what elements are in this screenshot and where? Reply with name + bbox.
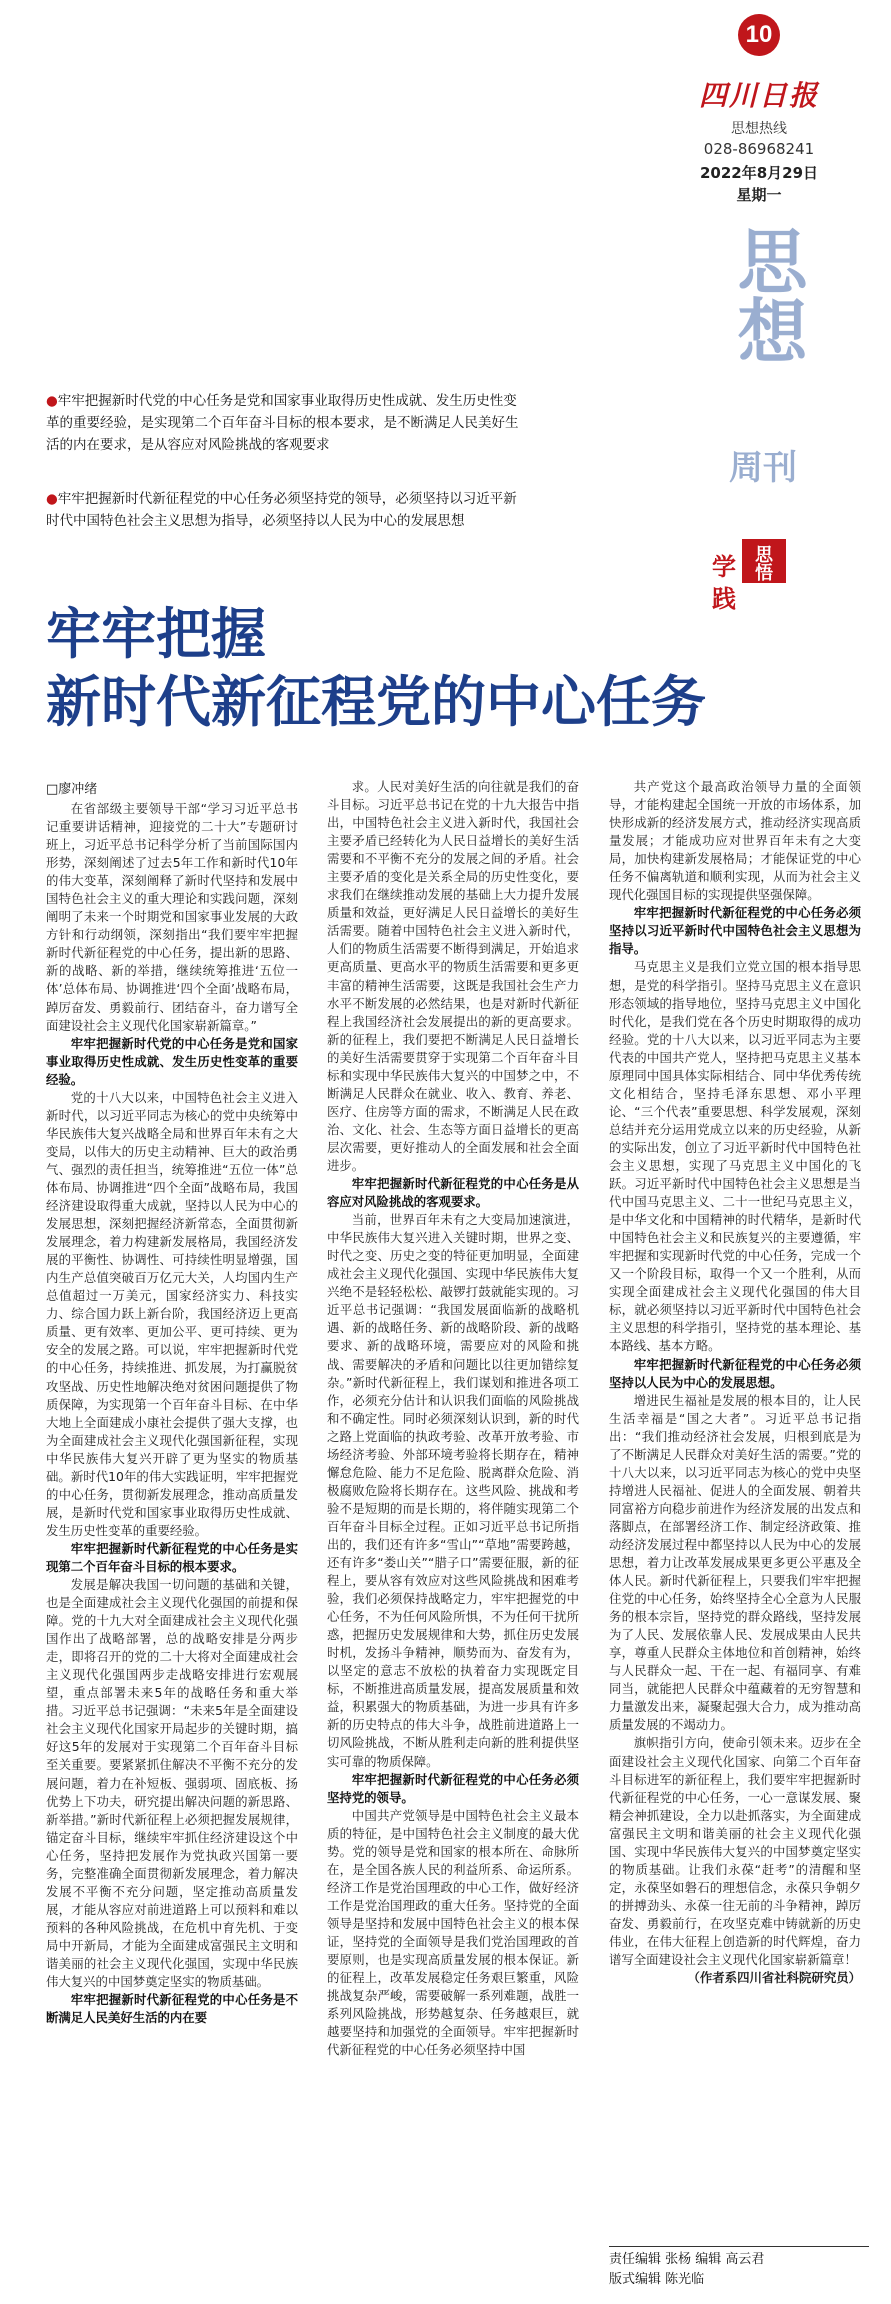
hotline-number: 028-86968241	[703, 140, 815, 158]
section-lead-paragraph: 牢牢把握新时代党的中心任务是党和国家事业取得历史性成就、发生历史性变革的重要经验。	[46, 1035, 298, 1087]
highlight-2	[46, 488, 526, 532]
newspaper-logo: 四川日报	[698, 79, 819, 112]
article-headline	[46, 600, 806, 736]
body-paragraph: 增进民生福祉是发展的根本目的，让人民生活幸福是“国之大者”。习近平总书记指出：“我们推动经济社会发展，归根到底是为了不断满足人民群众对美好生活的需要。”党的十八大以来，以习近平同志为核心的党中央坚持增进人民福祉、促进人的全面发展、朝着共同富裕方向稳步前进作为经济发展的出发点和落脚点，在部署经济工作、制定经济政策、推动经济发展过程中都坚持以人民为中心的发展思想，着力让改革发展成果更多更公平惠及全体人民。新时代新征程上，只要我们牢牢把握住党的中心任务，始终坚持全心全意为人民服务的根本宗旨，坚持党的群众路线，坚持发展为了人民、发展依靠人民、发展成果由人民共享，尊重人民群众主体地位和首创精神，始终与人民群众一起、干在一起、有福同享、有难同当，就能把人民群众中蕴藏着的无穷智慧和力量激发出来，凝聚起强大合力，成为推动高质量发展的不竭动力。	[609, 1392, 861, 1733]
body-paragraph: 发展是解决我国一切问题的基础和关键，也是全面建成社会主义现代化强国的前提和保障。党的十九大对全面建成社会主义现代化强国作出了战略部署，总的战略安排是分两步走，即将召开的党的二十大将对全面建成社会主义现代化强国两步走战略安排进行宏观展望，重点部署未来5年的战略任务和重大举措。习近平总书记强调：“未来5年是全面建设社会主义现代化国家开局起步的关键时期，搞好这5年的发展对于实现第二个百年奋斗目标至关重要。要紧紧抓住解决不平衡不充分的发展问题，着力在补短板、强弱项、固底板、扬优势上下功夫，研究提出解决问题的新思路、新举措。”新时代新征程上必须把握发展规律，锚定奋斗目标，继续牢牢抓住经济建设这个中心任务，坚持把发展作为党执政兴国第一要务，完整准确全面贯彻新发展理念，着力解决发展不平衡不充分问题，坚定推动高质量发展，才能从容应对前进道路上可以预料和难以预料的各种风险挑战，在危机中育先机、于变局中开新局，才能为全面建成富强民主文明和谐美丽的社会主义现代化强国，实现中华民族伟大复兴的中国梦奠定坚实的物质基础。	[46, 1577, 298, 1990]
section-lead-paragraph: 牢牢把握新时代新征程党的中心任务是不断满足人民美好生活的内在要	[46, 1992, 298, 2026]
stamp-char-1: 思	[755, 545, 773, 566]
section-lead-paragraph: 牢牢把握新时代新征程党的中心任务必须坚持以人民为中心的发展思想。	[609, 1356, 861, 1390]
page-number: 10	[738, 14, 780, 56]
body-paragraph: 马克思主义是我们立党立国的根本指导思想，是党的科学指引。坚持马克思主义在意识形态领域的指导地位，坚持马克思主义中国化时代化，是我们党在各个历史时期取得的成功经验。党的十八大以来，以习近平同志为主要代表的中国共产党人，坚持把马克思主义基本原理同中国具体实际相结合、同中华优秀传统文化相结合，坚持毛泽东思想、邓小平理论、“三个代表”重要思想、科学发展观，深刻总结并充分运用党成立以来的历史经验，从新的实际出发，创立了习近平新时代中国特色社会主义思想，实现了马克思主义中国化的飞跃。习近平新时代中国特色社会主义思想是当代中国马克思主义、二十一世纪马克思主义，是中华文化和中国精神的时代精华，是新时代中国特色社会主义和民族复兴的主要遵循，牢牢把握和实现新时代党的中心任务，完成一个又一个阶段目标，取得一个又一个胜利，从而实现全面建成社会主义现代化强国的伟大目标，就必须坚持以习近平新时代中国特色社会主义思想的科学指引，坚持党的基本理论、基本路线、基本方略。	[609, 959, 861, 1354]
body-paragraph: 党的十八大以来，中国特色社会主义进入新时代，以习近平同志为核心的党中央统筹中华民族伟大复兴战略全局和世界百年未有之大变局，以伟大的历史主动精神、巨大的政治勇气、强烈的责任担当，统筹推进“五位一体”总体布局、协调推进“四个全面”战略布局，我国经济建设取得重大成就，坚持以人民为中心的发展思想，深刻把握经济新常态，全面贯彻新发展理念，着力构建新发展格局，我国经济发展的平衡性、协调性、可持续性明显增强，国内生产总值突破百万亿元大关，人均国内生产总值超过一万美元，国家经济实力、科技实力、综合国力跃上新台阶，我国经济迈上更高质量、更有效率、更加公平、更可持续、更为安全的发展之路。可以说，牢牢把握新时代党的中心任务，持续推进、抓发展，为打赢脱贫攻坚战、历史性地解决绝对贫困问题提供了物质保障，为实现第一个百年奋斗目标、在中华大地上全面建成小康社会提供了强大支撑，也为全面建成社会主义现代化强国新征程，实现中华民族伟大复兴开辟了更为坚实的物质基础。新时代10年的伟大实践证明，牢牢把握党的中心任务，贯彻新发展理念，推动高质量发展，是新时代党和国家事业取得历史性成就、发生历史性变革的重要经验。	[46, 1089, 298, 1538]
section-lead-paragraph: 牢牢把握新时代新征程党的中心任务是实现第二个百年奋斗目标的根本要求。	[46, 1540, 298, 1574]
headline-line-1: 牢牢把握	[46, 602, 267, 666]
headline-line-2: 新时代新征程党的中心任务	[46, 670, 707, 734]
author-affiliation: （作者系四川省社科院研究员）	[687, 1970, 861, 1986]
body-paragraph: 在省部级主要领导干部“学习习近平总书记重要讲话精神，迎接党的二十大”专题研讨班上，习近平总书记科学分析了当前国际国内形势，深刻阐述了过去5年工作和新时代10年的伟大变革，深刻阐释了新时代坚持和发展中国特色社会主义的重大理论和实践问题，深刻阐明了未来一个时期党和国家事业发展的大政方针和行动纲领，深刻指出“我们要牢牢把握新时代新征程党的中心任务，提出新的思路、新的战略、新的举措，继续统筹推进‘五位一体’总体布局、协调推进‘四个全面’战略布局，踔厉奋发、勇毅前行、团结奋斗，奋力谱写全面建设社会主义现代化国家崭新篇章。”	[46, 801, 298, 1033]
bullet-icon: ●	[46, 491, 58, 507]
article-column-3	[609, 778, 861, 1987]
stamp-char-4: 践	[712, 584, 736, 613]
highlight-text: 牢牢把握新时代新征程党的中心任务必须坚持党的领导，必须坚持以习近平新时代中国特色社会主义思想为指导，必须坚持以人民为中心的发展思想	[46, 491, 517, 529]
issue-date: 2022年8月29日	[699, 164, 819, 182]
article-column-2	[327, 778, 579, 2059]
section-subtitle: 周刊	[729, 448, 797, 488]
hotline-label: 思想热线	[731, 121, 787, 137]
body-paragraph: 旗帜指引方向，使命引领未来。迈步在全面建设社会主义现代化国家、向第二个百年奋斗目标进军的新征程上，我们要牢牢把握新时代新征程党的中心任务，一心一意谋发展、聚精会神抓建设，全力以赴抓落实，为全面建成富强民主文明和谐美丽的社会主义现代化强国、实现中华民族伟大复兴的中国梦奠定坚实的物质基础。让我们永葆“赶考”的清醒和坚定，永葆坚如磐石的理想信念，永葆只争朝夕的拼搏劲头、永葆一往无前的斗争精神，踔厉奋发、勇毅前行，在攻坚克难中铸就新的历史伟业，在伟大征程上创造新的时代辉煌，奋力谱写全面建设社会主义现代化国家崭新篇章！	[609, 1735, 861, 1968]
body-paragraph: 求。人民对美好生活的向往就是我们的奋斗目标。习近平总书记在党的十九大报告中指出，中国特色社会主义进入新时代，我国社会主要矛盾已经转化为人民日益增长的美好生活需要和不平衡不充分的发展之间的矛盾。社会主要矛盾的变化是关系全局的历史性变化，要求我们在继续推动发展的基础上大力提升发展质量和效益，更好满足人民日益增长的美好生活需要。随着中国特色社会主义进入新时代，人们的物质生活需要不断得到满足，开始追求更高质量、更高水平的物质生活需要和更多更丰富的精神生活需要，这既是我国社会生产力水平不断发展的必然结果，也是对新时代新征程上我国经济社会发展提出的新的更高要求。新的征程上，我们要把不断满足人民日益增长的美好生活需要贯穿于实现第二个百年奋斗目标和实现中华民族伟大复兴的中国梦之中，不断满足人民群众在就业、收入、教育、养老、医疗、住房等方面的需求，不断满足人民在政治、文化、社会、生态等方面日益增长的更高层次需要，更好推动人的全面发展和社会全面进步。	[327, 779, 579, 1173]
stamp-char-3: 学	[712, 552, 736, 581]
section-title-text: 思想	[726, 225, 809, 365]
highlight-text: 牢牢把握新时代党的中心任务是党和国家事业取得历史性成就、发生历史性变革的重要经验，是实现第二个百年奋斗目标的根本要求，是不断满足人民美好生活的内在要求，是从容应对风险挑战的客观要求	[46, 393, 519, 453]
body-paragraph: 当前，世界百年未有之大变局加速演进，中华民族伟大复兴进入关键时期，世界之变、时代之变、历史之变的特征更加明显，全面建成社会主义现代化强国、实现中华民族伟大复兴绝不是轻轻松松、敲锣打鼓就能实现的。习近平总书记强调：“我国发展面临新的战略机遇、新的战略任务、新的战略阶段、新的战略要求、新的战略环境，需要应对的风险和挑战、需要解决的矛盾和问题比以往更加错综复杂。”新时代新征程上，我们谋划和推进各项工作，必须充分估计和认识我们面临的风险挑战和不确定性。同时必须深刻认识到，新的时代之路上党面临的执政考验、改革开放考验、市场经济考验、外部环境考验将长期存在，精神懈怠危险、能力不足危险、脱离群众危险、消极腐败危险将长期存在。这些风险、挑战和考验不是短期的而是长期的，将伴随实现第二个百年奋斗目标全过程。正如习近平总书记所指出的，我们还有许多“雪山”“草地”需要跨越，还有许多“娄山关”“腊子口”需要征服，新的征程上，要从容有效应对这些风险挑战和困难考验，我们必须保持战略定力，牢牢把握党的中心任务，不为任何风险所惧，不为任何干扰所惑，把握历史发展规律和大势，抓住历史发展时机，发扬斗争精神，顺势而为、奋发有为，以坚定的意志不放松的执着奋力实现既定目标，不断推进高质量发展，提高发展质量和效益，积累强大的物质基础，为进一步具有许多新的历史特点的伟大斗争，战胜前进道路上一切风险挑战，不断从胜利走向新的胜利提供坚实可靠的物质保障。	[327, 1212, 579, 1769]
stamp-char-2: 悟	[755, 563, 773, 584]
editor-credits	[609, 2250, 869, 2290]
bullet-icon: ●	[46, 393, 58, 409]
section-lead-paragraph: 牢牢把握新时代新征程党的中心任务必须坚持以习近平新时代中国特色社会主义思想为指导。	[609, 905, 861, 957]
section-title	[718, 225, 808, 365]
issue-weekday: 星期一	[736, 186, 782, 204]
editor-line-2: 版式编辑 陈光临	[609, 2272, 705, 2287]
article-column-1	[46, 800, 298, 2027]
section-lead-paragraph: 牢牢把握新时代新征程党的中心任务是从容应对风险挑战的客观要求。	[327, 1176, 579, 1210]
footer-divider	[609, 2246, 869, 2247]
section-lead-paragraph: 牢牢把握新时代新征程党的中心任务必须坚持党的领导。	[327, 1771, 579, 1805]
body-paragraph: 共产党这个最高政治领导力量的全面领导，才能构建起全国统一开放的市场体系，加快形成新的经济发展方式，推动经济实现高质量发展；才能成功应对世界百年未有之大变局，加快构建新发展格局；才能保证党的中心任务不偏离轨道和顺利实现，从而为社会主义现代化强国目标的实现提供坚强保障。	[609, 779, 861, 903]
highlight-1	[46, 390, 526, 456]
author-byline: □廖冲绪	[46, 782, 98, 797]
body-paragraph: 中国共产党领导是中国特色社会主义最本质的特征，是中国特色社会主义制度的最大优势。党的领导是党和国家的根本所在、命脉所在，是全国各族人民的利益所系、命运所系。经济工作是党治国理政的中心工作，做好经济工作是党治国理政的重大任务。坚持党的全面领导是坚持和发展中国特色社会主义的根本保证，坚持党的全面领导是我们党治国理政的首要原则，也是实现高质量发展的根本保证。新的征程上，改革发展稳定任务艰巨繁重，风险挑战复杂严峻，需要破解一系列难题，战胜一系列风险挑战，形势越复杂、任务越艰巨，就越要坚持和加强党的全面领导。牢牢把握新时代新征程党的中心任务必须坚持中国	[327, 1807, 579, 2058]
editor-line-1: 责任编辑 张杨 编辑 高云君	[609, 2252, 765, 2267]
